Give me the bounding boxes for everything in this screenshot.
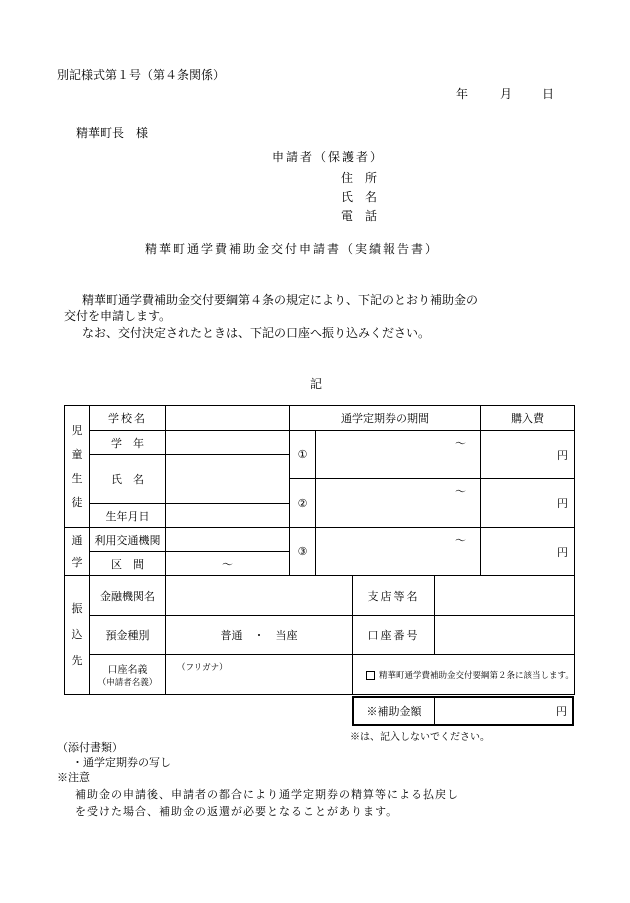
checkbox-icon[interactable] <box>366 671 375 680</box>
caution-line-2: を受けた場合、補助金の返還が必要となることがあります。 <box>75 805 399 818</box>
document-title: 精華町通学費補助金交付申請書（実績報告書） <box>145 242 440 256</box>
row-3-yen: 円 <box>557 545 568 559</box>
body-paragraph-1: 精華町通学費補助金交付要綱第４条の規定により、下記のとおり補助金の <box>82 293 479 307</box>
body-paragraph-2: なお、交付決定されたときは、下記の口座へ振り込みください。 <box>82 326 431 340</box>
account-holder-label <box>90 655 165 694</box>
applicant-phone-label: 電 話 <box>341 209 378 223</box>
body-paragraph-1-cont: 交付を申請します。 <box>64 309 172 323</box>
grade-field[interactable] <box>166 431 289 454</box>
row-1-tilde: 〜 <box>455 437 466 450</box>
row-1-mark: ① <box>297 448 308 461</box>
transfer-group-label: 振 込 先 <box>71 602 83 667</box>
form-number: 別記様式第１号（第４条関係） <box>57 68 226 82</box>
account-holder-title: 口座名義 <box>107 665 148 676</box>
deposit-type-label: 預金種別 <box>105 629 150 642</box>
date-month-label: 月 <box>500 87 513 101</box>
grade-label: 学 年 <box>111 436 144 450</box>
attachment-item: ・通学定期券の写し <box>72 756 171 769</box>
date-year-label: 年 <box>456 87 469 101</box>
pass-period-header: 通学定期券の期間 <box>341 412 429 425</box>
section-label: 区 間 <box>111 557 144 571</box>
row-2-mark: ② <box>297 496 308 510</box>
birthdate-label: 生年月日 <box>105 509 150 523</box>
account-number-label: 口座番号 <box>367 629 420 642</box>
row-1-yen: 円 <box>557 448 568 462</box>
eligibility-checkbox-label: 精華町通学費補助金交付要綱第２条に該当します。 <box>379 671 574 681</box>
transport-label: 利用交通機関 <box>94 533 161 547</box>
account-holder-sub: （申請者名義） <box>97 678 158 688</box>
commute-group-label: 通 学 <box>71 533 83 569</box>
addressee: 精華町長 様 <box>76 126 149 140</box>
birthdate-field[interactable] <box>166 504 289 527</box>
row-3-tilde: 〜 <box>455 534 466 547</box>
student-name-field[interactable] <box>166 455 289 503</box>
purchase-cost-header: 購入費 <box>511 412 544 425</box>
subsidy-yen: 円 <box>556 705 567 718</box>
furigana-label: （フリガナ） <box>177 663 228 673</box>
bank-name-label: 金融機関名 <box>100 589 155 603</box>
section-tilde: 〜 <box>222 557 233 571</box>
row-3-mark: ③ <box>297 545 308 558</box>
attachments-heading: （添付書類） <box>57 741 123 754</box>
subsidy-label: ※補助金額 <box>366 705 422 718</box>
applicant-name-label: 氏 名 <box>341 190 378 204</box>
ki-label: 記 <box>310 377 323 391</box>
row-2-yen: 円 <box>557 497 568 510</box>
student-name-label: 氏 名 <box>111 473 144 486</box>
row-2-tilde: 〜 <box>455 485 466 498</box>
transport-field[interactable] <box>166 528 289 551</box>
eligibility-checkbox-row[interactable] <box>366 669 574 681</box>
caution-heading: ※注意 <box>57 771 90 784</box>
caution-line-1: 補助金の申請後、申請者の都合により通学定期券の精算等による払戻し <box>75 788 459 801</box>
school-name-field[interactable] <box>166 406 289 430</box>
applicant-address-label: 住 所 <box>341 171 378 185</box>
deposit-options[interactable]: 普通 ・ 当座 <box>220 629 298 642</box>
office-use-note: ※は、記入しないでください。 <box>350 732 490 743</box>
branch-name-label: 支店等名 <box>367 589 420 603</box>
student-group-label: 児 童 生 徒 <box>71 423 83 509</box>
date-day-label: 日 <box>542 87 555 101</box>
school-name-label: 学校名 <box>108 412 147 425</box>
applicant-heading: 申請者（保護者） <box>272 150 385 164</box>
